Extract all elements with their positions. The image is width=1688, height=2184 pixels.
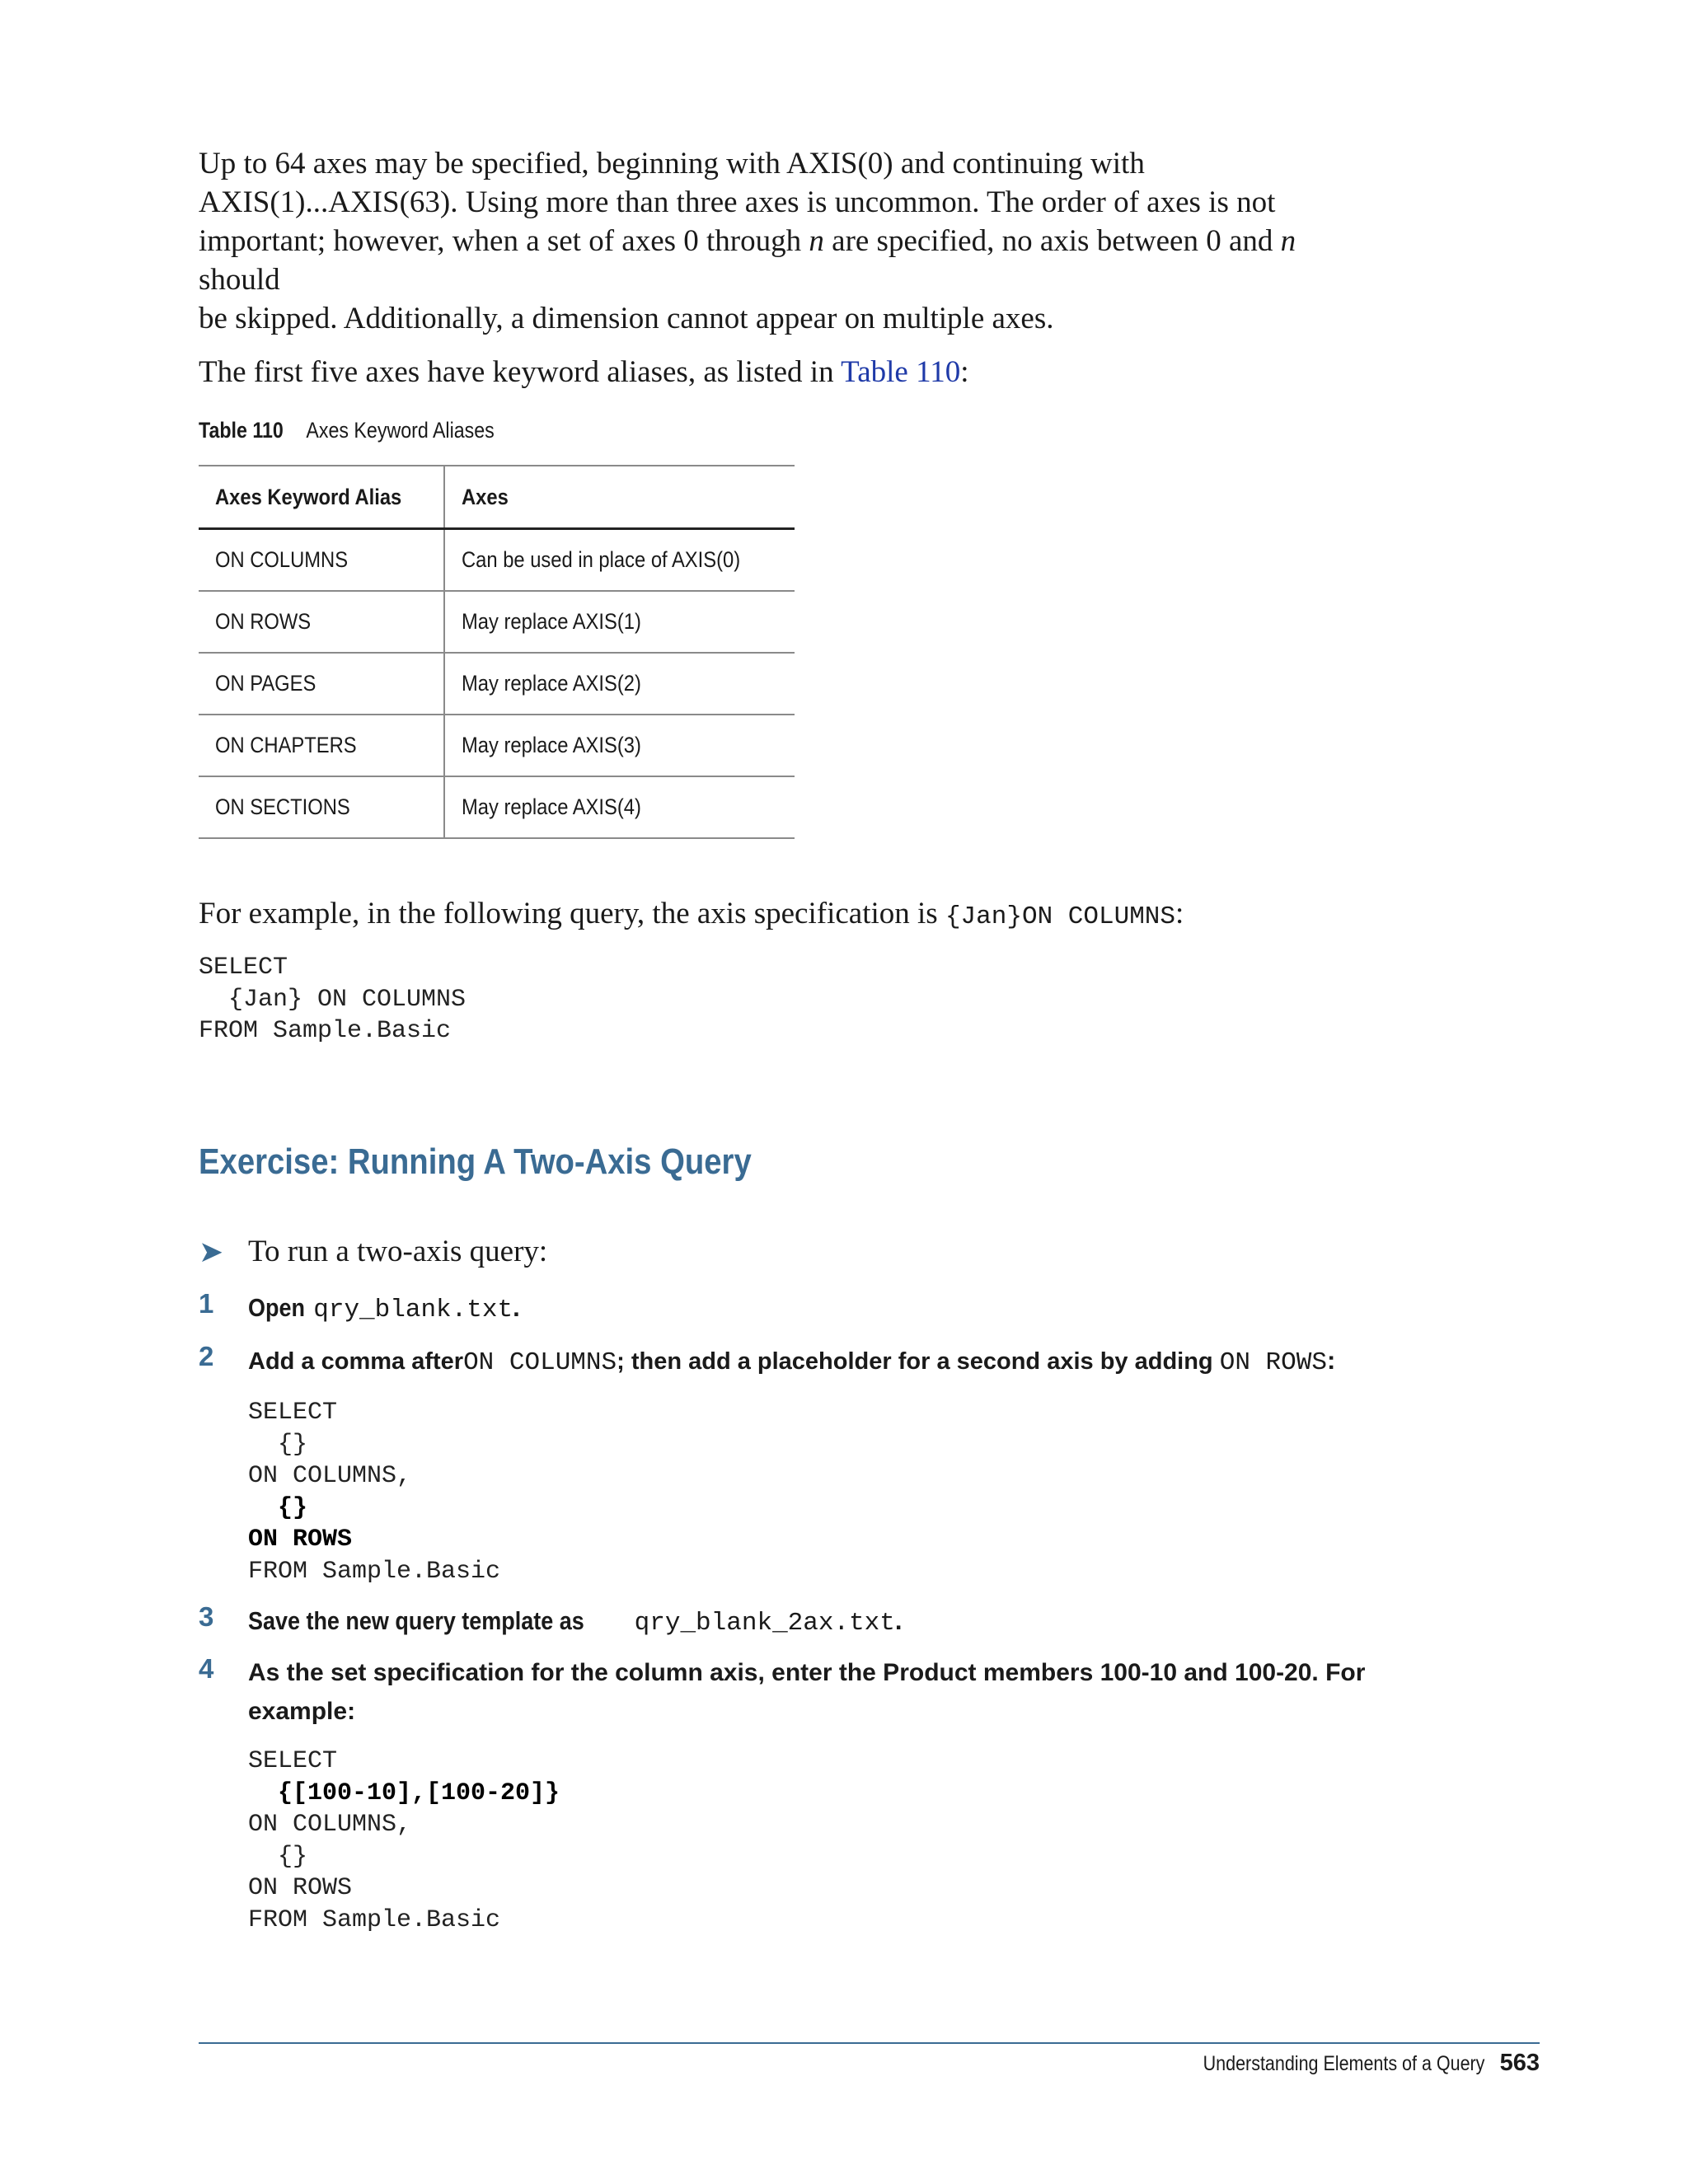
aliases-end: : (960, 355, 969, 389)
example-end: : (1175, 897, 1184, 930)
filename-code: qry_blank_2ax.txt (634, 1609, 895, 1638)
table-header-row (199, 466, 795, 529)
intro-line-2: AXIS(1)...AXIS(63). Using more than three axes is uncommon. The order of axes is not (199, 185, 1276, 219)
footer-title: Understanding Elements of a Query (1203, 2052, 1485, 2075)
arrow-icon: ➤ (199, 1235, 224, 1268)
table-cell-alias: ON CHAPTERS (199, 715, 444, 776)
intro-line-1: Up to 64 axes may be specified, beginning with AXIS(0) and continuing with (199, 147, 1145, 180)
step-text: As the set specification for the column axis, enter the Product members 100-10 and 100-20. For example: (248, 1659, 1366, 1725)
table-row (199, 715, 795, 776)
step-3 (199, 1601, 903, 1643)
step-4 (199, 1653, 1365, 1731)
step-4-code-block: SELECT {[100-10],[100-20]} ON COLUMNS, {} ON ROWS FROM Sample.Basic (248, 1747, 560, 1934)
table-caption-title: Axes Keyword Aliases (306, 418, 495, 443)
example-inline-code: {Jan}ON COLUMNS (945, 902, 1175, 931)
intro-line-3a: important; however, when a set of axes 0 through (199, 224, 809, 258)
procedure-text: To run a two-axis query: (248, 1235, 548, 1268)
table-cell-alias: ON PAGES (199, 653, 444, 715)
step-text: Add a comma afterON COLUMNS; then add a placeholder for a second axis by adding ON ROWS: (248, 1346, 1336, 1377)
intro-line-3b: are specified, no axis between 0 and (823, 224, 1281, 258)
page-number: 563 (1499, 2050, 1540, 2076)
table-110-link[interactable]: Table 110 (841, 355, 961, 389)
table-row (199, 653, 795, 715)
step-1 (199, 1288, 520, 1329)
table-cell-axes: May replace AXIS(1) (444, 591, 795, 653)
example-paragraph (199, 894, 1184, 936)
table-header-alias: Axes Keyword Alias (199, 466, 444, 529)
step-number: 3 (199, 1601, 214, 1632)
page-footer (1157, 2050, 1540, 2077)
intro-line-3c: should (199, 263, 280, 297)
filename-code: qry_blank.txt (313, 1296, 513, 1324)
table-cell-axes: Can be used in place of AXIS(0) (444, 529, 795, 592)
example-text: For example, in the following query, the axis specification is (199, 897, 945, 930)
table-row (199, 776, 795, 838)
table-cell-axes: May replace AXIS(3) (444, 715, 795, 776)
footer-rule (199, 2042, 1540, 2044)
example-code-block: SELECT {Jan} ON COLUMNS FROM Sample.Basic (199, 954, 467, 1045)
table-caption (199, 418, 495, 443)
table-header-axes: Axes (444, 466, 795, 529)
aliases-text: The first five axes have keyword aliases, as listed in (199, 355, 842, 389)
step-2-code-block: SELECT {} ON COLUMNS, {} ON ROWS FROM Sample.Basic (248, 1399, 501, 1586)
step-number: 1 (199, 1288, 214, 1319)
var-n: n (809, 224, 824, 258)
table-row (199, 591, 795, 653)
section-heading: Exercise: Running A Two-Axis Query (199, 1141, 752, 1182)
table-cell-alias: ON SECTIONS (199, 776, 444, 838)
axes-keyword-aliases-table (199, 465, 795, 839)
table-cell-alias: ON COLUMNS (199, 529, 444, 592)
table-cell-axes: May replace AXIS(4) (444, 776, 795, 838)
table-row (199, 529, 795, 592)
table-cell-axes: May replace AXIS(2) (444, 653, 795, 715)
step-text: Openqry_blank.txt. (248, 1293, 520, 1324)
table-cell-alias: ON ROWS (199, 591, 444, 653)
var-n: n (1280, 224, 1296, 258)
table-caption-number: Table 110 (199, 418, 284, 443)
intro-paragraph (199, 144, 1534, 391)
intro-line-4: be skipped. Additionally, a dimension cannot appear on multiple axes. (199, 302, 1054, 335)
step-2 (199, 1341, 1335, 1382)
aliases-sentence (199, 353, 1534, 391)
step-text: Save the new query template asqry_blank_2ax.txt. (248, 1606, 903, 1638)
procedure-intro (199, 1234, 547, 1269)
step-number: 2 (199, 1341, 214, 1371)
step-number: 4 (199, 1653, 214, 1684)
